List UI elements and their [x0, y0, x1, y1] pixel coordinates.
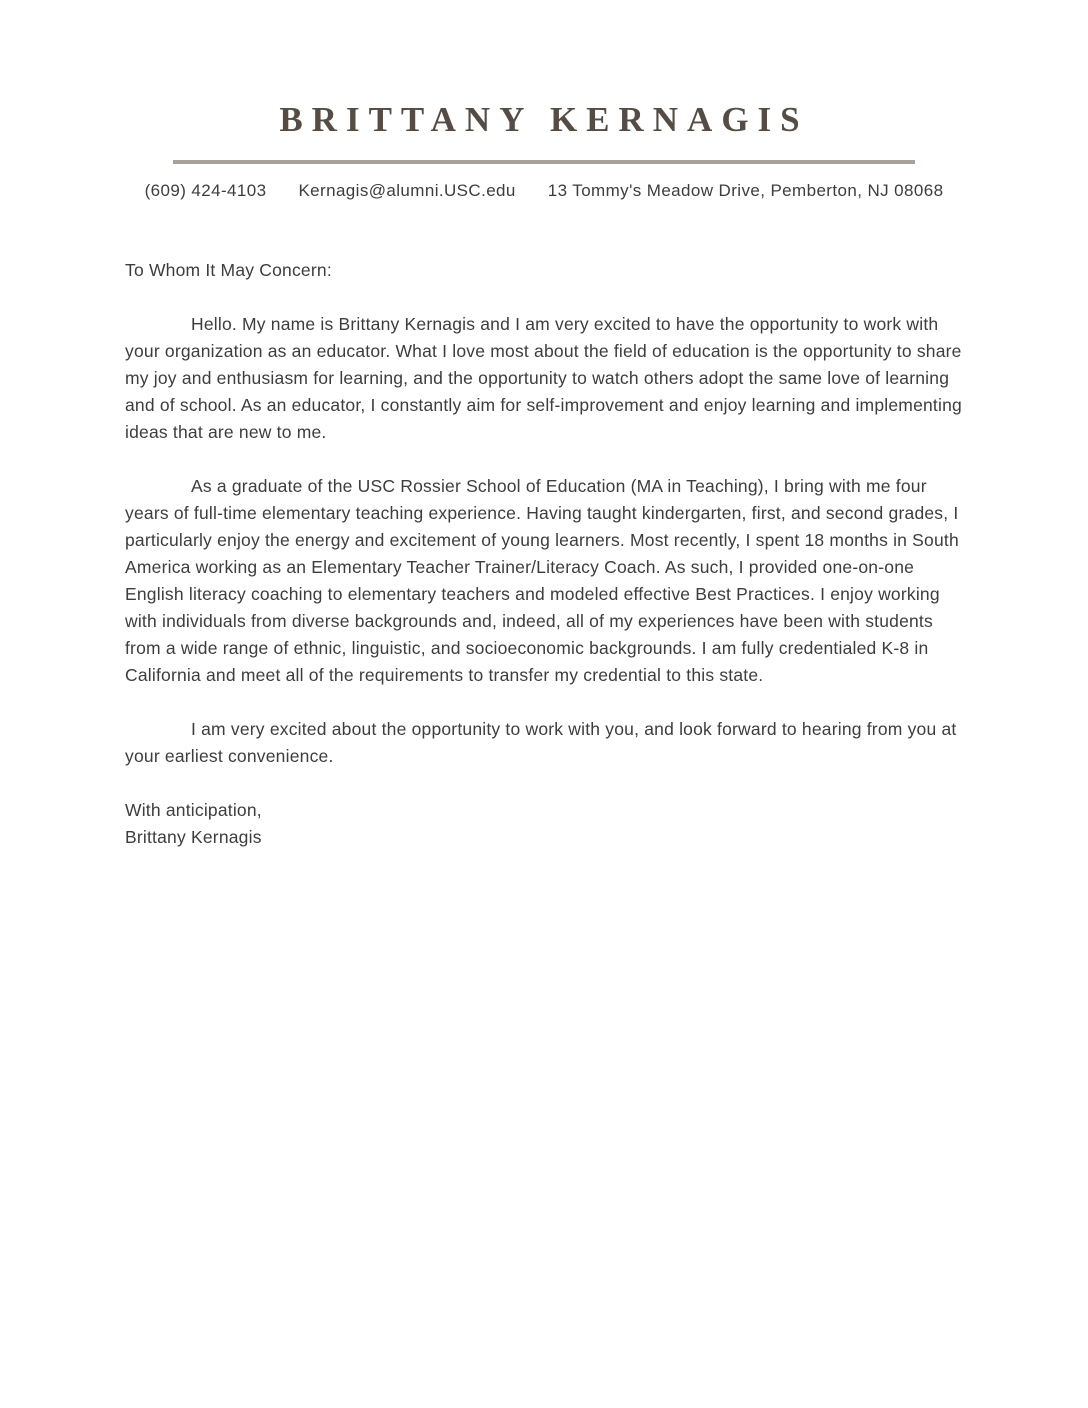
paragraph-closing: I am very excited about the opportunity to work with you, and look forward to hearing from you at your earliest convenience. — [125, 719, 957, 766]
closing-phrase: With anticipation, — [125, 800, 262, 820]
contact-email: Kernagis@alumni.USC.edu — [298, 181, 516, 200]
salutation: To Whom It May Concern: — [125, 260, 332, 280]
letter-body — [125, 257, 963, 851]
contact-phone: (609) 424-4103 — [144, 181, 267, 200]
letterhead-name: BRITTANY KERNAGIS — [279, 100, 809, 139]
paragraph-intro: Hello. My name is Brittany Kernagis and I am very excited to have the opportunity to work with your organization as an educator. What I love most about the field of education is the opportunity to share my joy and enthusiasm for learning, and the opportunity to watch others adopt the same love of learning and of school. As an educator, I constantly aim for self-improvement and enjoy learning and implementing ideas that are new to me. — [125, 314, 962, 442]
closing-block — [125, 797, 963, 851]
contact-row — [144, 181, 944, 201]
letterhead — [144, 100, 944, 201]
contact-address: 13 Tommy's Meadow Drive, Pemberton, NJ 08068 — [547, 181, 944, 200]
signature-name: Brittany Kernagis — [125, 827, 262, 847]
paragraph-experience: As a graduate of the USC Rossier School of Education (MA in Teaching), I bring with me four years of full-time elementary teaching experience. Having taught kindergarten, first, and second grades, I particularly enjoy the energy and excitement of young learners. Most recently, I spent 18 months in South America working as an Elementary Teacher Trainer/Literacy Coach. As such, I provided one-on-one English literacy coaching to elementary teachers and modeled effective Best Practices. I enjoy working with individuals from diverse backgrounds and, indeed, all of my experiences have been with students from a wide range of ethnic, linguistic, and socioeconomic backgrounds. I am fully credentialed K-8 in California and meet all of the requirements to transfer my credential to this state. — [125, 476, 959, 685]
letterhead-divider-rule — [173, 160, 915, 164]
